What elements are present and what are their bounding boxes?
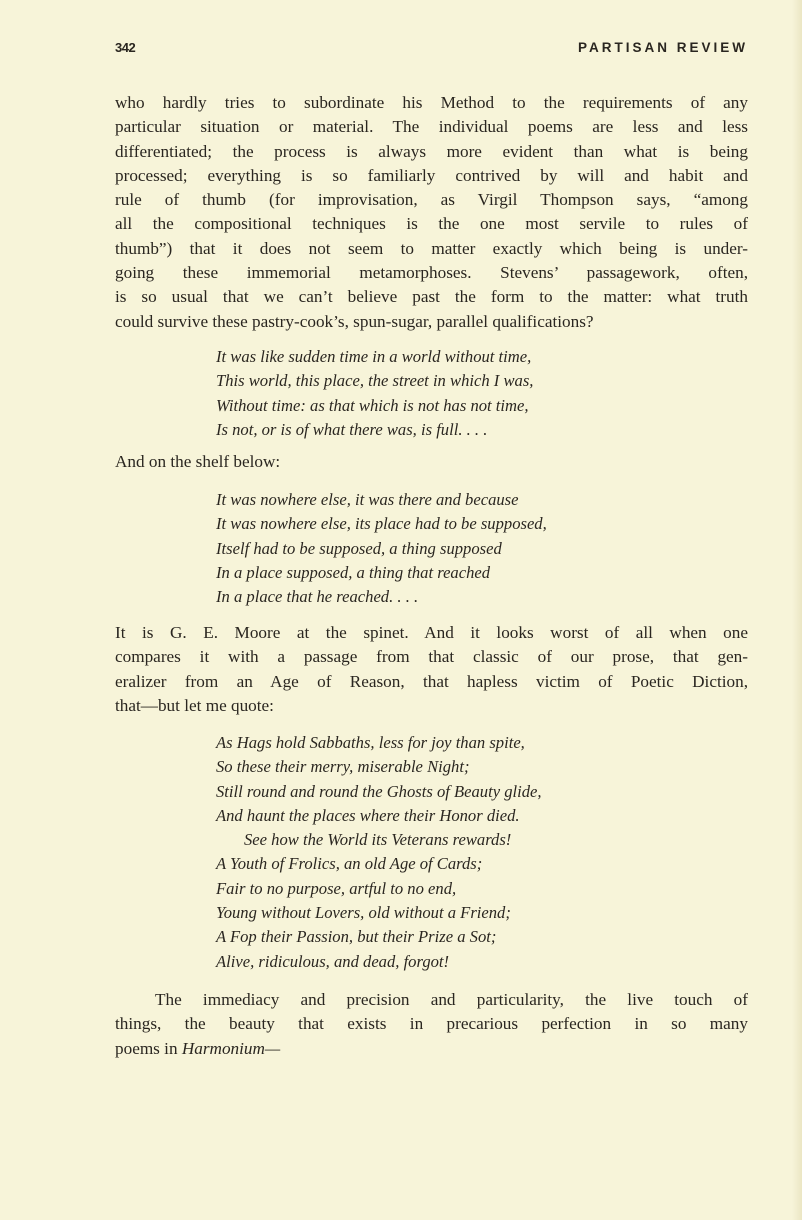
- text-line: processed; everything is so familiarly contrived by will and habit and: [115, 165, 748, 185]
- text-line: particular situation or material. The individual poems are less and less: [115, 117, 748, 137]
- verse-line: Is not, or is of what there was, is full. . . .: [216, 419, 488, 439]
- verse-line: See how the World its Veterans rewards!: [244, 830, 512, 850]
- text-line: differentiated; the process is always more evident than what is being: [115, 141, 748, 161]
- verse-line: In a place supposed, a thing that reached: [216, 562, 491, 582]
- verse-quote-3: [216, 731, 542, 974]
- text-line: could survive these pastry-cook’s, spun-sugar, parallel qualifications?: [115, 311, 594, 331]
- book-title-harmonium: Harmonium—: [181, 1038, 281, 1058]
- text-line: [115, 1037, 748, 1061]
- verse-line: It was like sudden time in a world without time,: [216, 347, 532, 366]
- verse-line: A Fop their Passion, but their Prize a Sot;: [216, 927, 497, 947]
- page-number: 342: [115, 40, 136, 55]
- text-run: poems in: [115, 1038, 182, 1058]
- paragraph-2: [115, 450, 748, 474]
- page-header: [115, 40, 748, 60]
- text-line: compares it with a passage from that classic of our prose, that gen-: [115, 647, 748, 667]
- verse-line: Young without Lovers, old without a Friend;: [216, 903, 511, 923]
- verse-quote-1: [216, 345, 533, 442]
- page-edge-shadow: [792, 0, 802, 1220]
- text-line: thumb”) that it does not seem to matter exactly which being is under-: [115, 238, 748, 258]
- paragraph-3: [115, 621, 748, 718]
- text-line: all the compositional techniques is the one most servile to rules of: [115, 214, 748, 234]
- verse-line: In a place that he reached. . . .: [216, 587, 419, 607]
- verse-line: Fair to no purpose, artful to no end,: [216, 878, 457, 898]
- verse-line: This world, this place, the street in which I was,: [216, 371, 534, 391]
- verse-line: Itself had to be supposed, a thing supposed: [216, 538, 502, 558]
- paragraph-1: [115, 91, 748, 334]
- text-line: The immediacy and precision and particularity, the live touch of: [155, 990, 748, 1009]
- text-line: is so usual that we can’t believe past the form to the matter: what truth: [115, 287, 748, 307]
- text-line: And on the shelf below:: [115, 452, 281, 471]
- text-line: things, the beauty that exists in precarious perfection in so many: [115, 1014, 748, 1034]
- verse-line: As Hags hold Sabbaths, less for joy than spite,: [216, 733, 525, 752]
- text-line: rule of thumb (for improvisation, as Virgil Thompson says, “among: [115, 190, 748, 210]
- text-line: going these immemorial metamorphoses. Stevens’ passagework, often,: [115, 263, 748, 283]
- text-line: who hardly tries to subordinate his Method to the requirements of any: [115, 93, 748, 112]
- paragraph-4: [115, 988, 748, 1061]
- text-line: It is G. E. Moore at the spinet. And it looks worst of all when one: [115, 623, 748, 642]
- text-line: that—but let me quote:: [115, 695, 274, 715]
- verse-line: Without time: as that which is not has not time,: [216, 395, 529, 415]
- verse-line: And haunt the places where their Honor died.: [216, 805, 520, 825]
- verse-quote-2: [216, 488, 547, 609]
- running-head: PARTISAN REVIEW: [577, 40, 748, 55]
- verse-line: Alive, ridiculous, and dead, forgot!: [216, 951, 450, 971]
- verse-line: A Youth of Frolics, an old Age of Cards;: [216, 854, 483, 874]
- verse-line: Still round and round the Ghosts of Beauty glide,: [216, 781, 542, 801]
- text-line: eralizer from an Age of Reason, that hapless victim of Poetic Diction,: [115, 671, 748, 691]
- verse-line: So these their merry, miserable Night;: [216, 757, 470, 777]
- verse-line: It was nowhere else, it was there and because: [216, 490, 519, 509]
- verse-line: It was nowhere else, its place had to be supposed,: [216, 514, 547, 534]
